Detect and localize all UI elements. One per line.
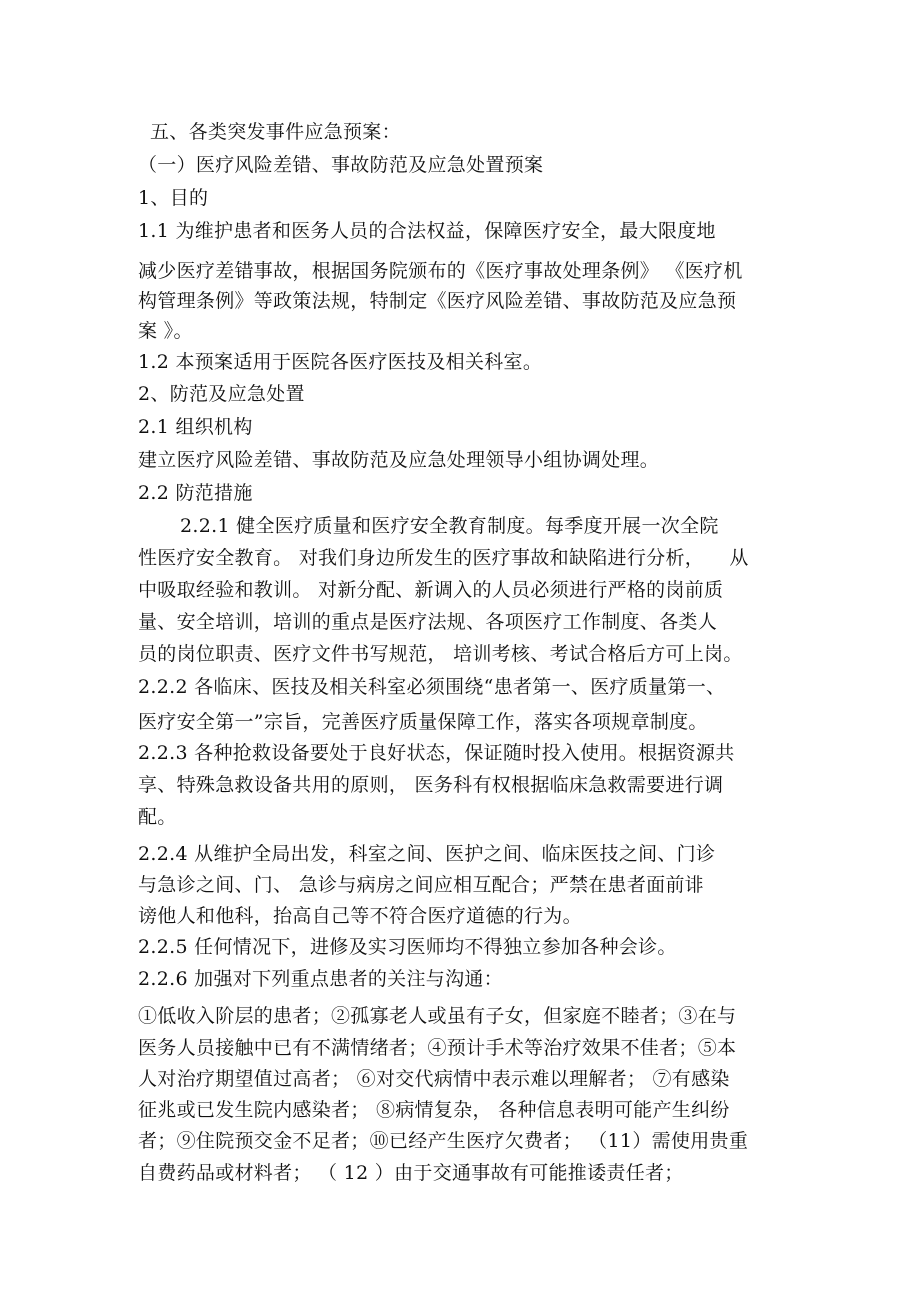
paragraph-line: 者；⑨住院预交金不足者；⑩已经产生医疗欠费者； （11）需使用贵重	[138, 1130, 749, 1152]
paragraph-line: 谤他人和他科，抬高自己等不符合医疗道德的行为。	[138, 905, 582, 927]
paragraph-line: 2.2.3 各种抢救设备要处于良好状态，保证随时投入使用。根据资源共	[138, 742, 735, 764]
paragraph-line: 配。	[138, 806, 177, 828]
paragraph-line: 享、特殊急救设备共用的原则， 医务科有权根据临床急救需要进行调	[138, 774, 724, 796]
paragraph-line: 征兆或已发生院内感染者； ⑧病情复杂， 各种信息表明可能产生纠纷	[138, 1099, 730, 1121]
paragraph-line: 量、安全培训，培训的重点是医疗法规、各项医疗工作制度、各类人	[138, 611, 718, 633]
paragraph-line: 2.2.5 任何情况下，进修及实习医师均不得独立参加各种会诊。	[138, 936, 677, 958]
paragraph-line: 医疗安全第一”宗旨，完善医疗质量保障工作，落实各项规章制度。	[138, 711, 708, 733]
paragraph-line: 构管理条例》等政策法规，特制定《医疗风险差错、事故防范及应急预	[138, 290, 737, 312]
paragraph-line: 性医疗安全教育。 对我们身边所发生的医疗事故和缺陷进行分析， 从	[138, 547, 749, 569]
paragraph-line: 员的岗位职责、医疗文件书写规范， 培训考核、考试合格后方可上岗。	[138, 643, 743, 665]
heading-purpose: 1、目的	[138, 187, 209, 209]
paragraph-line: 人对治疗期望值过高者； ⑥对交代病情中表示难以理解者； ⑦有感染	[138, 1068, 730, 1090]
paragraph-line: 医务人员接触中已有不满情绪者；④预计手术等治疗效果不佳者；⑤本	[138, 1037, 737, 1059]
paragraph-line: ①低收入阶层的患者；②孤寡老人或虽有子女，但家庭不睦者；③在与	[138, 1005, 737, 1027]
paragraph-line: 自费药品或材料者； （ 12 ）由于交通事故有可能推诿责任者；	[138, 1162, 684, 1184]
paragraph-line: 1.1 为维护患者和医务人员的合法权益，保障医疗安全，最大限度地	[138, 220, 716, 242]
paragraph-line: 2.2.2 各临床、医技及相关科室必须围绕“患者第一、医疗质量第一、	[138, 676, 726, 698]
heading-prevention: 2、防范及应急处置	[138, 383, 305, 405]
heading-organization: 2.1 组织机构	[138, 416, 253, 438]
paragraph-line: 案 》。	[138, 320, 193, 342]
paragraph-line: 2.2.1 健全医疗质量和医疗安全教育制度。每季度开展一次全院	[180, 515, 719, 537]
paragraph-line: 建立医疗风险差错、事故防范及应急处理领导小组协调处理。	[138, 449, 660, 471]
heading-measures: 2.2 防范措施	[138, 482, 253, 504]
paragraph-line: 1.2 本预案适用于医院各医疗医技及相关科室。	[138, 351, 543, 373]
paragraph-line: 2.2.6 加强对下列重点患者的关注与沟通：	[138, 968, 503, 990]
paragraph-line: 中吸取经验和教训。 对新分配、新调入的人员必须进行严格的岗前质	[138, 579, 724, 601]
section-heading: 五、各类突发事件应急预案：	[150, 121, 401, 143]
paragraph-line: 与急诊之间、门、 急诊与病房之间应相互配合；严禁在患者面前诽	[138, 874, 705, 896]
subsection-heading: （一）医疗风险差错、事故防范及应急处置预案	[138, 154, 544, 176]
paragraph-line: 2.2.4 从维护全局出发，科室之间、医护之间、临床医技之间、门诊	[138, 843, 716, 865]
paragraph-line: 减少医疗差错事故，根据国务院颁布的《医疗事故处理条例》 《医疗机	[138, 260, 743, 282]
